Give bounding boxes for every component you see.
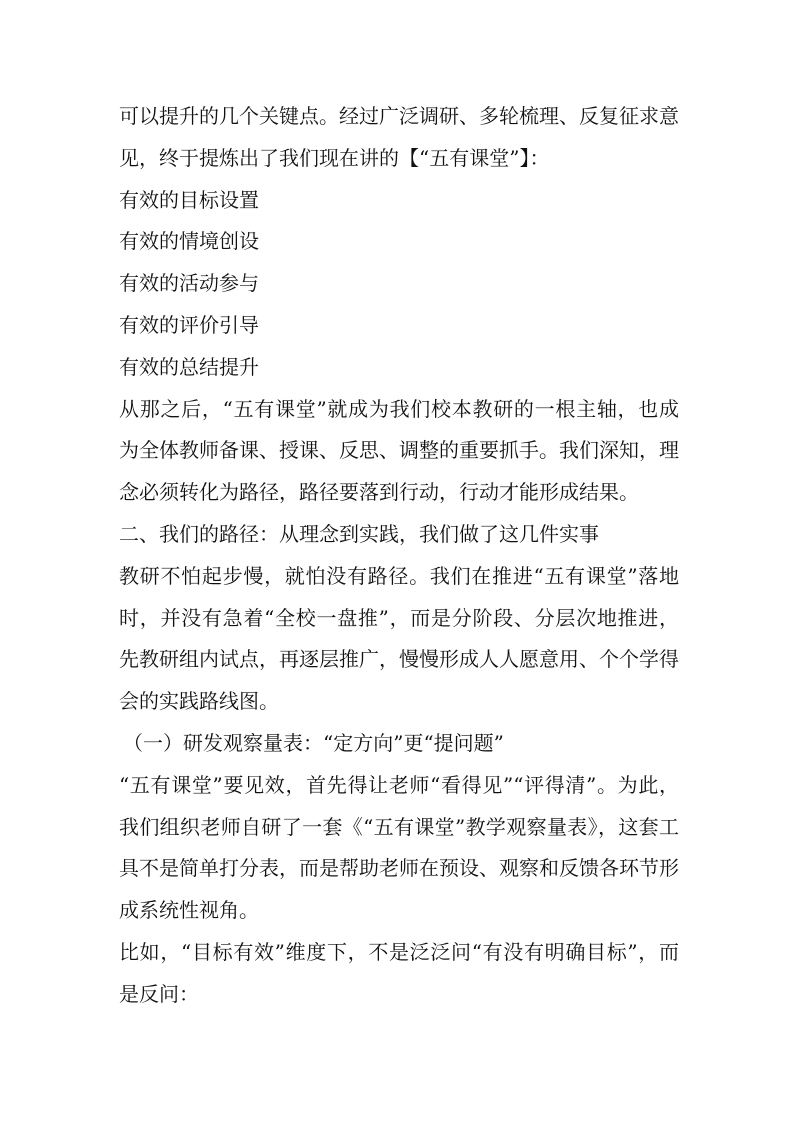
list-item-activity-participation: 有效的活动参与 [119,271,259,296]
list-item-evaluation-guidance: 有效的评价引导 [119,312,259,337]
subsection-heading-1: （一）研发观察量表：“定方向”更“提问题” [123,730,504,755]
paragraph-example: 比如，“目标有效”维度下，不是泛泛问“有没有明确目标”，而是反问： [119,939,679,1006]
paragraph-intro: 可以提升的几个关键点。经过广泛调研、多轮梳理、反复征求意见，终于提炼出了我们现在讲的【“五有课堂”】： [119,104,679,170]
document-body [119,96,679,1016]
list-item-summary-improvement: 有效的总结提升 [119,354,259,379]
list-item-situation-creation: 有效的情境创设 [119,229,259,254]
section-heading-2: 二、我们的路径：从理念到实践，我们做了这几件实事 [119,521,599,546]
paragraph-main-axis: 从那之后，“五有课堂”就成为我们校本教研的一根主轴，也成为全体教师备课、授课、反思、调整的重要抓手。我们深知，理念必须转化为路径，路径要落到行动，行动才能形成结果。 [119,396,679,505]
paragraph-observation-scale: “五有课堂”要见效，首先得让老师“看得见”“评得清”。为此，我们组织老师自研了一套《“五有课堂”教学观察量表》，这套工具不是简单打分表，而是帮助老师在预设、观察和反馈各环节形成系统性视角。 [119,772,679,923]
paragraph-path: 教研不怕起步慢，就怕没有路径。我们在推进“五有课堂”落地时，并没有急着“全校一盘推”，而是分阶段、分层次地推进，先教研组内试点，再逐层推广，慢慢形成人人愿意用、个个学得会的实践路线图。 [119,563,679,714]
list-item-goal-setting: 有效的目标设置 [119,187,259,212]
